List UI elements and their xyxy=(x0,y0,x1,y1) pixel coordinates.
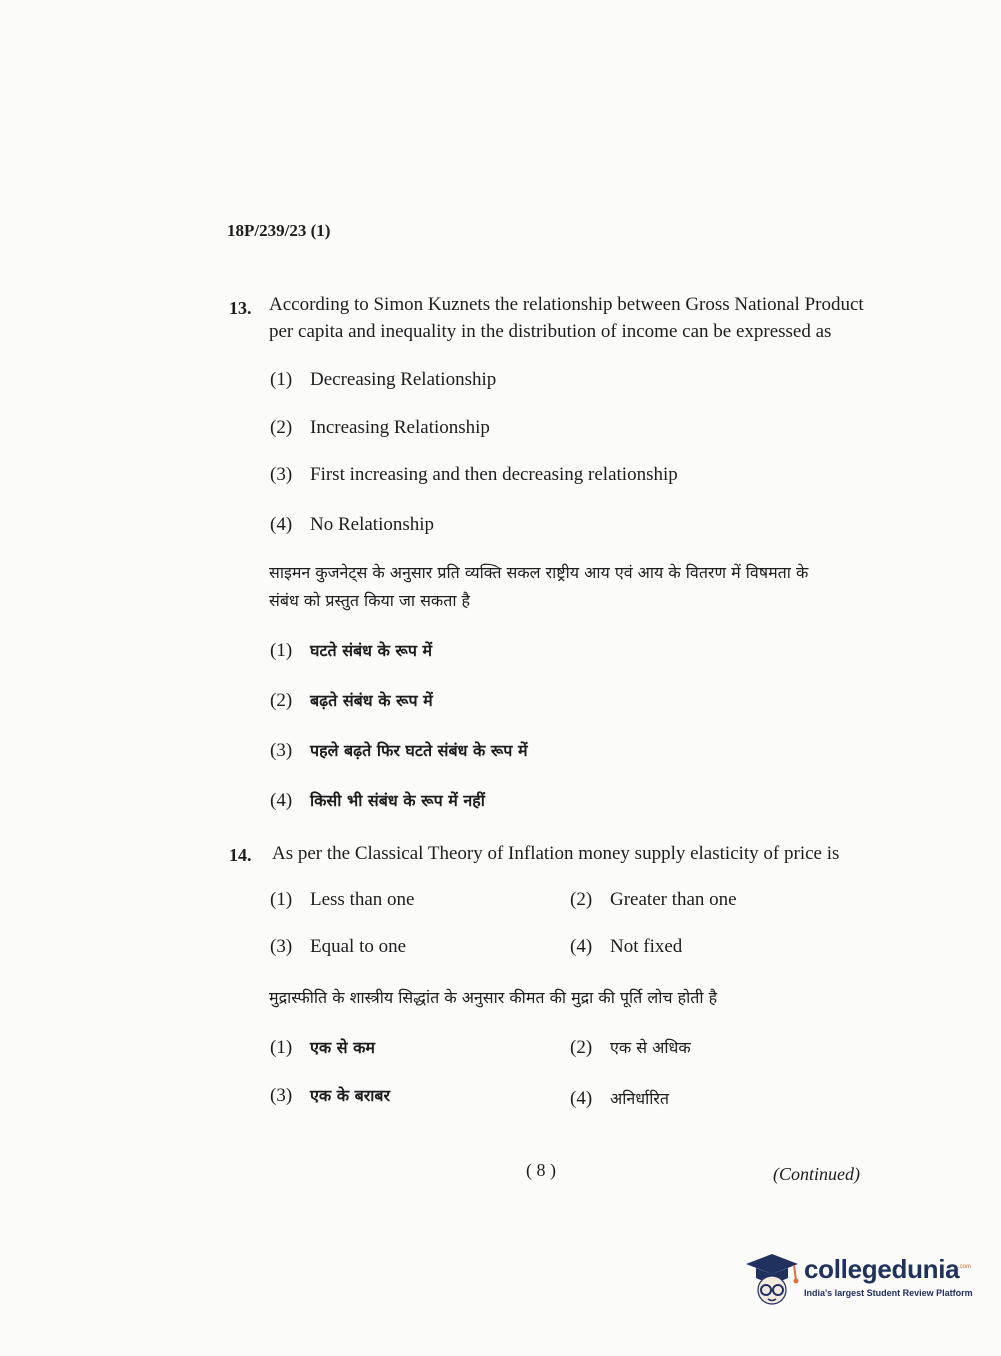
q14-hindi-option-3 xyxy=(270,1084,390,1107)
q14-hindi-option-1-num: (1) xyxy=(270,1037,293,1058)
q14-option-2-num: (2) xyxy=(570,889,593,910)
q14-option-1-num: (1) xyxy=(270,889,293,910)
q13-option-3 xyxy=(270,464,678,486)
q14-option-2-text: Greater than one xyxy=(610,889,737,910)
q14-option-3-text: Equal to one xyxy=(310,936,407,957)
q14-option-3-num: (3) xyxy=(270,936,293,957)
q13-option-4-num: (4) xyxy=(270,514,293,535)
q14-option-3 xyxy=(270,936,406,958)
brand-tagline: India's largest Student Review Platform xyxy=(804,1288,973,1298)
q14-hindi-option-4-text: अनिर्धारित xyxy=(610,1089,670,1108)
question-14-text: As per the Classical Theory of Inflation money supply elasticity of price is xyxy=(272,843,840,864)
q13-hindi-option-1 xyxy=(270,639,432,662)
brand-domain: .com xyxy=(958,1264,972,1270)
q14-option-1 xyxy=(270,889,414,911)
q14-hindi-option-2-num: (2) xyxy=(570,1037,593,1058)
q13-hindi-line1: साइमन कुजनेट्स के अनुसार प्रति व्यक्ति सकल राष्ट्रीय आय एवं आय के वितरण में विषमता के xyxy=(269,563,809,582)
question-13-text-line1: According to Simon Kuznets the relationship between Gross National Product xyxy=(269,294,864,315)
q14-hindi-option-4-num: (4) xyxy=(570,1088,593,1109)
q13-option-3-text: First increasing and then decreasing relationship xyxy=(310,464,678,485)
question-14-number: 14. xyxy=(229,845,252,865)
q13-option-2-num: (2) xyxy=(270,417,293,438)
mascot-logo-icon xyxy=(742,1250,802,1310)
page-number: ( 8 ) xyxy=(526,1160,556,1180)
q14-hindi-option-3-num: (3) xyxy=(270,1085,293,1106)
q13-hindi-option-4-num: (4) xyxy=(270,790,293,811)
brand-name: collegedunia xyxy=(804,1254,960,1284)
q13-option-3-num: (3) xyxy=(270,464,293,485)
q14-option-2 xyxy=(570,889,737,911)
q13-option-4-text: No Relationship xyxy=(310,514,435,535)
q14-hindi-option-2 xyxy=(570,1036,691,1059)
q14-option-4-num: (4) xyxy=(570,936,593,957)
q14-hindi-text: मुद्रास्फीति के शास्त्रीय सिद्धांत के अनुसार कीमत की मुद्रा की पूर्ति लोच होती है xyxy=(269,988,718,1007)
collegedunia-watermark xyxy=(742,1250,972,1310)
q13-hindi-option-4-text: किसी भी संबंध के रूप में नहीं xyxy=(310,791,485,810)
continued-label: (Continued) xyxy=(773,1164,860,1184)
q14-option-4 xyxy=(570,936,682,958)
question-13-number: 13. xyxy=(229,298,252,318)
q13-hindi-option-1-num: (1) xyxy=(270,640,293,661)
q14-option-1-text: Less than one xyxy=(310,889,415,910)
q13-hindi-option-2-num: (2) xyxy=(270,690,293,711)
q13-option-2 xyxy=(270,417,490,439)
paper-code: 18P/239/23 (1) xyxy=(227,221,331,240)
q13-option-1 xyxy=(270,369,496,391)
question-13-text-line2: per capita and inequality in the distribution of income can be expressed as xyxy=(269,321,832,342)
q13-hindi-option-3-text: पहले बढ़ते फिर घटते संबंध के रूप में xyxy=(310,741,528,760)
q13-hindi-option-1-text: घटते संबंध के रूप में xyxy=(310,641,433,660)
q13-hindi-option-4 xyxy=(270,789,485,812)
q13-hindi-option-2-text: बढ़ते संबंध के रूप में xyxy=(310,691,433,710)
q13-option-2-text: Increasing Relationship xyxy=(310,417,490,438)
q14-option-4-text: Not fixed xyxy=(610,936,683,957)
q14-hindi-option-1 xyxy=(270,1036,375,1059)
q13-hindi-option-3 xyxy=(270,739,528,762)
q14-hindi-option-2-text: एक से अधिक xyxy=(610,1038,691,1057)
q13-option-1-num: (1) xyxy=(270,369,293,390)
q13-hindi-option-3-num: (3) xyxy=(270,740,293,761)
q14-hindi-option-3-text: एक के बराबर xyxy=(310,1086,391,1105)
q13-option-1-text: Decreasing Relationship xyxy=(310,369,497,390)
q14-hindi-option-4 xyxy=(570,1087,669,1110)
q13-option-4 xyxy=(270,514,434,536)
q14-hindi-option-1-text: एक से कम xyxy=(310,1038,375,1057)
q13-hindi-line2: संबंध को प्रस्तुत किया जा सकता है xyxy=(269,591,471,610)
q13-hindi-option-2 xyxy=(270,689,433,712)
